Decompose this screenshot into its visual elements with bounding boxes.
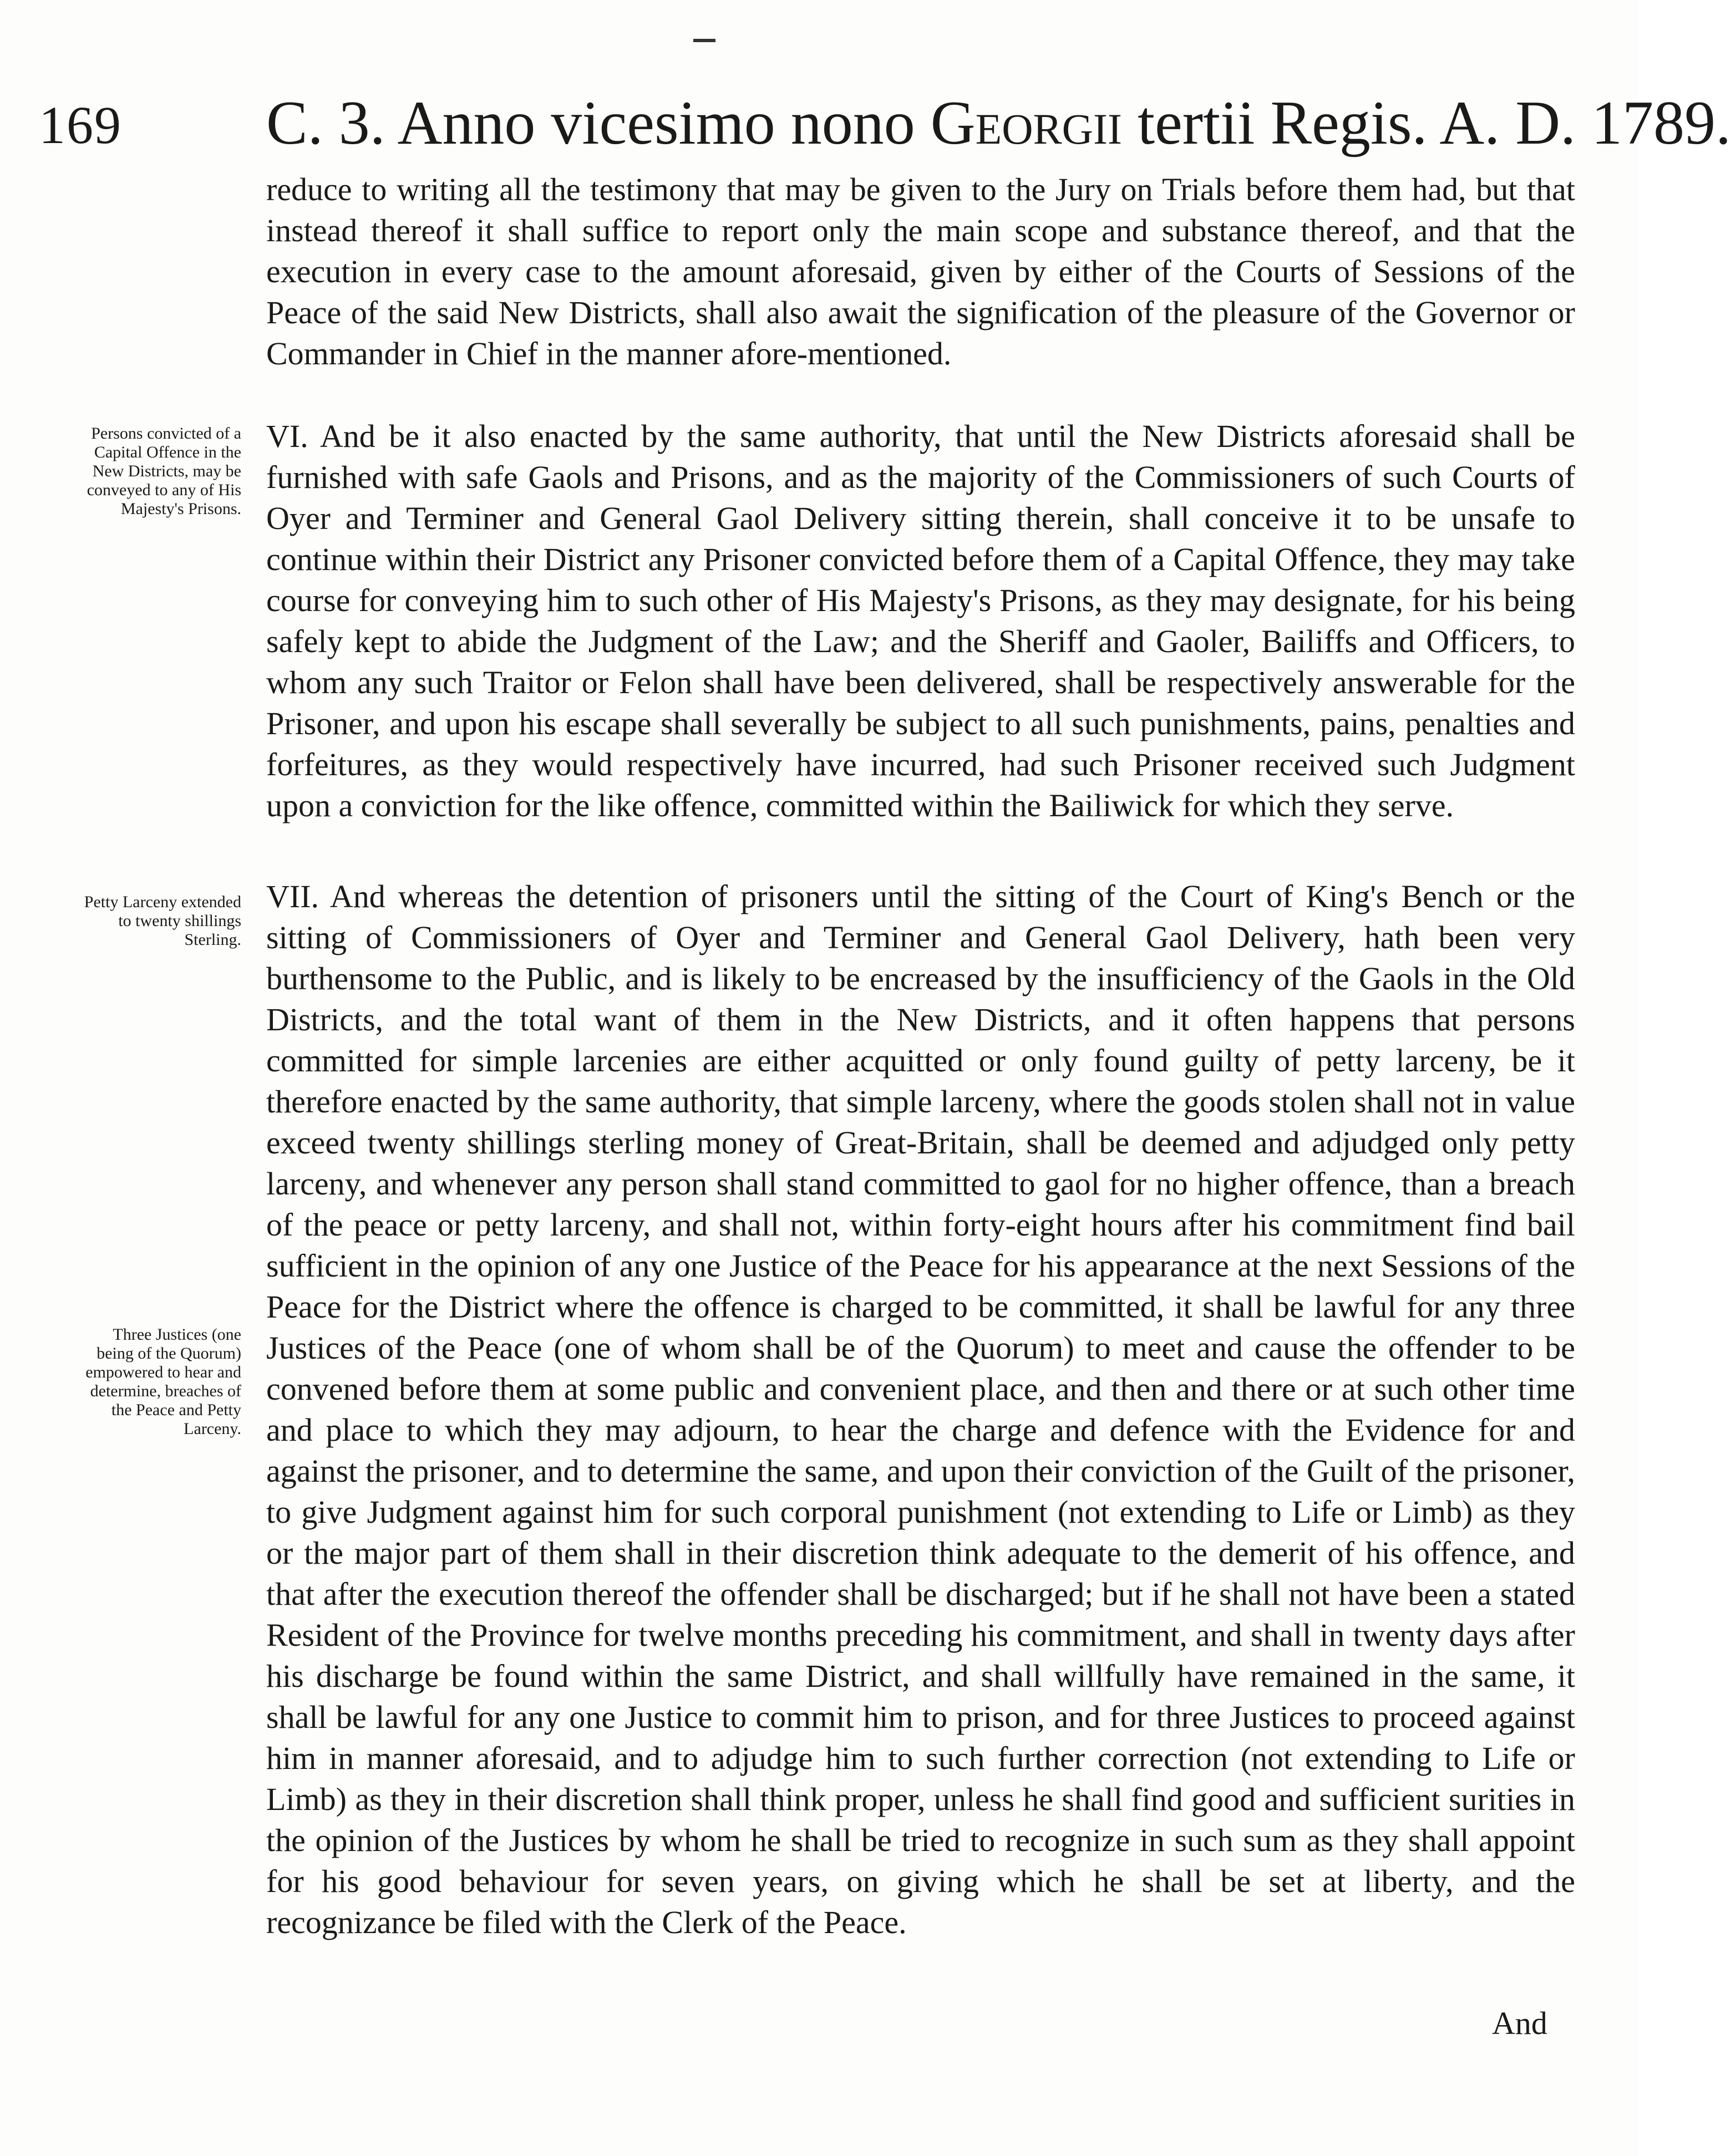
continued-paragraph (266, 169, 1575, 374)
monarch-ordinal: tertii (1137, 89, 1255, 157)
regnal-year: Anno vicesimo nono (397, 89, 915, 157)
running-header (33, 83, 1731, 172)
marginal-note-petty-larceny: Petty Larceny extended to twenty shillings Sterling. (84, 893, 241, 949)
section-vii (266, 876, 1575, 1943)
marginal-note-capital-offence: Persons convicted of a Capital Offence in the New Districts, may be conveyed to any of His Majesty's Prisons. (87, 424, 241, 518)
anno-domini: A. D. 1789. (1439, 89, 1731, 157)
section-vii-text: VII. And whereas the detention of prisoners until the sitting of the Court of King's Bench or the sitting of Commissioners of Oyer and Terminer and General Gaol Delivery, hath been very burthensome to the Public, and is likely to be encreased by the insufficiency of the Gaols in the Old Districts, and the total want of them in the New Districts, and it often happens that persons committed for simple larcenies are either acquitted or only found guilty of petty larceny, be it therefore enacted by the same authority, that simple larceny, where the goods stolen shall not in value exceed twenty shillings sterling money of Great-Britain, shall be deemed and adjudged only petty larceny, and whenever any person shall stand committed to gaol for no higher offence, than a breach of the peace or petty larceny, and shall not, within forty-eight hours after his commitment find bail sufficient in the opinion of any one Justice of the Peace for his appearance at the next Sessions of the Peace for the District where the offence is charged to be committed, it shall be lawful for any three Justices of the Peace (one of whom shall be of the Quorum) to meet and cause the offender to be convened before them at some public and convenient place, and then and there or at such other time and place to which they may adjourn, to hear the charge and defence with the Evidence for and against the prisoner, and to determine the same, and upon their conviction of the Guilt of the prisoner, to give Judgment against him for such corporal punishment (not extending to Life or Limb) as they or the major part of them shall in their discretion think adequate to the demerit of his offence, and that after the execution thereof the offender shall be discharged; but if he shall not have been a stated Resident of the Province for twelve months preceding his commitment, and shall in twenty days after his discharge be found within the same District, and shall willfully have remained in the same, it shall be lawful for any one Justice to commit him to prison, and for three Justices to proceed against him in manner aforesaid, and to adjudge him to such further correction (not extending to Life or Limb) as they in their discretion shall think proper, unless he shall find good and sufficient surities in the opinion of the Justices by whom he shall be tried to recognize in such sum as they shall appoint for his good behaviour for seven years, on giving which he shall be set at liberty, and the recognizance be filed with the Clerk of the Peace. (266, 878, 1575, 1940)
marginal-note-three-justices: Three Justices (one being of the Quorum) empowered to hear and determine, breaches of the Peace and Petty Larceny. (85, 1325, 241, 1438)
section-vi-text: VI. And be it also enacted by the same authority, that until the New Districts aforesaid shall be furnished with safe Gaols and Prisons, and as the majority of the Commissioners of such Courts of Oyer and Terminer and General Gaol Delivery sitting therein, shall conceive it to be unsafe to continue within their District any Prisoner convicted before them of a Capital Offence, they may take course for conveying him to such other of His Majesty's Prisons, as they may designate, for his being safely kept to abide the Judgment of the Law; and the Sheriff and Gaoler, Bailiffs and Officers, to whom any such Traitor or Felon shall have been delivered, shall be respectively answerable for the Prisoner, and upon his escape shall severally be subject to all such punishments, pains, penalties and forfeitures, as they would respectively have incurred, had such Prisoner received such Judgment upon a conviction for the like offence, committed within the Bailiwick for which they serve. (266, 418, 1575, 823)
page-number: 169 (39, 95, 122, 155)
paragraph-text: reduce to writing all the testimony that may be given to the Jury on Trials before them had, but that instead thereof it shall suffice to report only the main scope and substance thereof, and that the execution in every case to the amount aforesaid, given by either of the Courts of Sessions of the Peace of the said New Districts, shall also await the signification of the pleasure of the Governor or Commander in Chief in the manner afore-mentioned. (266, 171, 1575, 372)
regis-word: Regis. (1270, 89, 1428, 157)
catchword: And (1492, 2005, 1547, 2041)
monarch-name: Georgii (930, 89, 1122, 157)
chapter-number: C. 3. (266, 89, 385, 157)
printer-mark (693, 39, 715, 42)
running-head-title (266, 88, 1731, 159)
section-vi (266, 416, 1575, 826)
